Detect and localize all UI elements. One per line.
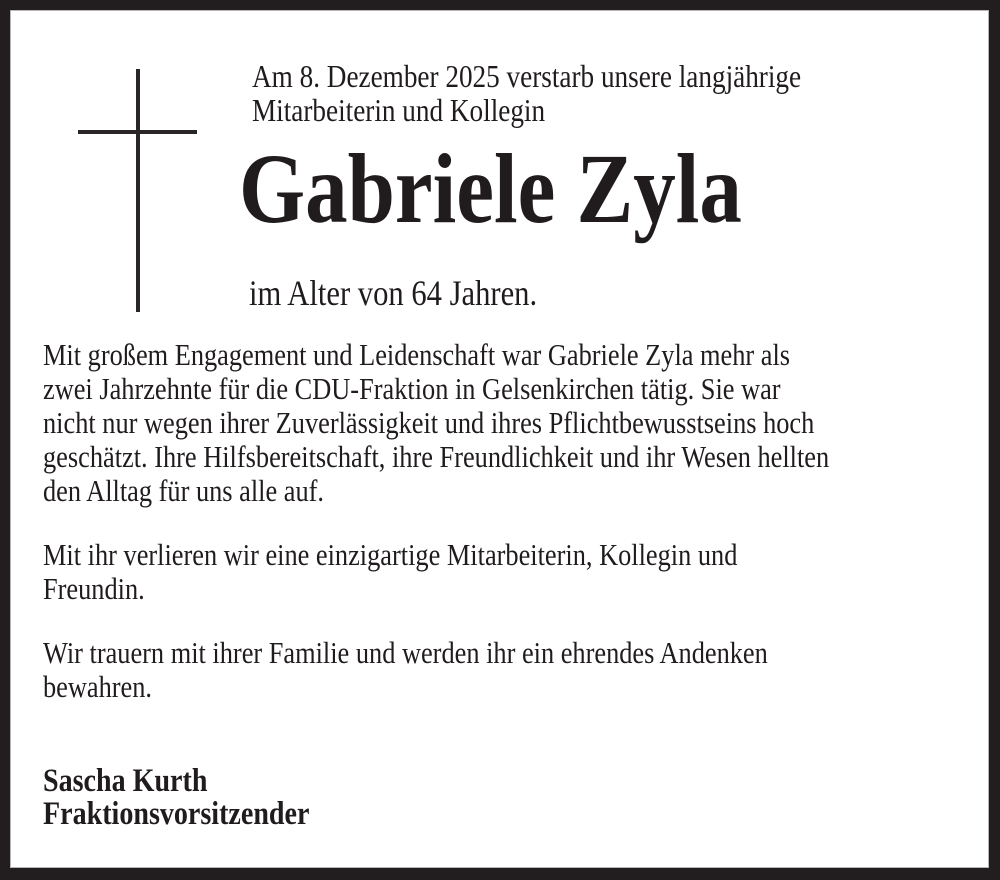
obituary-body [43, 338, 829, 734]
cross-vertical-bar [136, 69, 140, 312]
notice-paper [10, 10, 989, 868]
signature-name: Sascha Kurth [43, 763, 208, 799]
signature-title: Fraktionsvorsitzender [43, 796, 310, 832]
paragraph-line: nicht nur wegen ihrer Zuverlässigkeit und ihres Pflichtbewusstseins hoch [43, 405, 815, 440]
intro-text [252, 59, 801, 127]
paragraph-line: geschätzt. Ihre Hilfsbereitschaft, ihre Freundlichkeit und ihr Wesen hellten [43, 439, 830, 474]
cross-horizontal-bar [78, 130, 197, 134]
paragraph-line: zwei Jahrzehnte für die CDU-Fraktion in Gelsenkirchen tätig. Sie war [43, 371, 781, 406]
age-line: im Alter von 64 Jahren. [249, 273, 538, 313]
paragraph-line: bewahren. [43, 669, 153, 704]
paragraph-line: den Alltag für uns alle auf. [43, 473, 324, 508]
intro-line: Am 8. Dezember 2025 verstarb unsere langjährige [252, 58, 802, 94]
deceased-name: Gabriele Zyla [239, 133, 742, 244]
obituary-paragraph [43, 338, 829, 508]
paragraph-line: Freundin. [43, 571, 145, 606]
obituary-paragraph [43, 538, 829, 606]
intro-line: Mitarbeiterin und Kollegin [252, 92, 546, 128]
paragraph-line: Mit ihr verlieren wir eine einzigartige Mitarbeiterin, Kollegin und [43, 537, 738, 572]
paragraph-line: Mit großem Engagement und Leidenschaft war Gabriele Zyla mehr als [43, 337, 791, 372]
obituary-paragraph [43, 636, 829, 704]
signature-block [43, 765, 309, 831]
paragraph-line: Wir trauern mit ihrer Familie und werden ihr ein ehrendes Andenken [43, 635, 768, 670]
